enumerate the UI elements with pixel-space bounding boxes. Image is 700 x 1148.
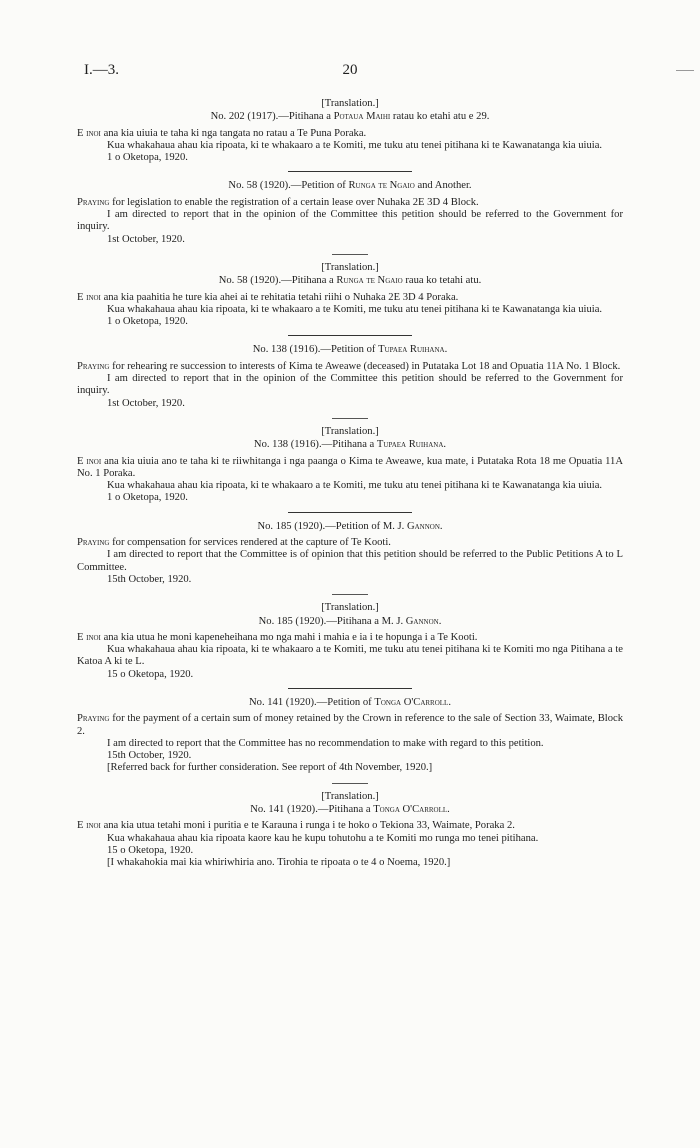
petition-entry bbox=[77, 262, 623, 328]
prayer-text bbox=[77, 197, 623, 209]
prayer-lead: Praying bbox=[77, 537, 110, 549]
margin-mark bbox=[676, 70, 694, 71]
prayer-lead: Praying bbox=[77, 713, 110, 725]
prayer-lead: E inoi bbox=[77, 455, 102, 467]
section-divider bbox=[332, 783, 368, 784]
petition-title bbox=[77, 521, 623, 533]
petition-title bbox=[77, 439, 623, 451]
section-divider bbox=[288, 512, 412, 513]
prayer-body: ana kia paahitia he ture kia ahei ai te rehitatia tetahi riihi o Nuhaka 2E 3D 4 Poraka. bbox=[103, 291, 459, 303]
committee-report: I am directed to report that in the opinion of the Committee this petition should be referred to the Government for inquiry. bbox=[77, 373, 623, 397]
committee-report: I am directed to report that the Committee is of opinion that this petition should be referred to the Public Petitions A to L Committee. bbox=[77, 549, 623, 573]
prayer-lead: E inoi bbox=[77, 291, 101, 303]
petition-number: No. 185 (1920).—Petition of bbox=[257, 520, 381, 532]
petition-entry bbox=[77, 426, 623, 505]
petitioner-name: Runga te Ngaio bbox=[336, 275, 403, 287]
petition-number: No. 202 (1917).—Pitihana a bbox=[210, 111, 331, 123]
petition-number: No. 141 (1920).—Pitihana a bbox=[250, 804, 371, 816]
prayer-text bbox=[77, 632, 623, 644]
report-date: 1st October, 1920. bbox=[107, 397, 185, 409]
committee-report: Kua whakahaua ahau kia ripoata, ki te whakaaro a te Komiti, me tuku atu tenei pitihana ki te Kawanatanga kia uiuia. bbox=[107, 480, 603, 492]
prayer-text bbox=[77, 537, 623, 549]
prayer-body: for rehearing re succession to interests of Kima te Aweawe (deceased) in Putataka Lot 18 and Opuatia 11A No. 1 Block. bbox=[112, 360, 621, 372]
section-divider bbox=[288, 335, 412, 336]
petition-entry bbox=[77, 98, 623, 164]
petition-number: No. 58 (1920).—Pitihana a bbox=[218, 275, 334, 287]
prayer-body: ana kia uiuia te taha ki nga tangata no ratau a Te Puna Poraka. bbox=[103, 127, 367, 139]
petition-title bbox=[77, 804, 623, 816]
petitioner-name: Tonga O'Carroll. bbox=[373, 804, 450, 816]
prayer-lead: E inoi bbox=[77, 631, 101, 643]
page-header bbox=[0, 64, 700, 84]
prayer-text bbox=[77, 128, 623, 140]
translation-label: [Translation.] bbox=[321, 261, 379, 273]
prayer-body: for legislation to enable the registration of a certain lease over Nuhaka 2E 3D 4 Block. bbox=[112, 196, 479, 208]
petition-title bbox=[77, 697, 623, 709]
petitioner-name: M. J. Gannon. bbox=[381, 615, 442, 627]
prayer-body: for the payment of a certain sum of money retained by the Crown in reference to the sale of Section 33, Waimate, Block 2. bbox=[77, 713, 623, 737]
section-divider bbox=[288, 171, 412, 172]
petition-title bbox=[77, 180, 623, 192]
prayer-body: ana kia uiuia ano te taha ki te riiwhitanga i nga paanga o Kima te Aweawe, kua mate, i Putataka Rota 18 me Opuatia 11A No. 1 Poraka. bbox=[77, 455, 623, 479]
petition-title bbox=[77, 275, 623, 287]
petitioner-name: Potaua Maihi bbox=[333, 111, 391, 123]
petition-title-rest: ratau ko etahi atu e 29. bbox=[392, 111, 490, 123]
section-divider bbox=[332, 254, 368, 255]
translation-label: [Translation.] bbox=[321, 602, 379, 614]
report-date: 1 o Oketopa, 1920. bbox=[107, 492, 188, 504]
committee-report: Kua whakahaua ahau kia ripoata, ki te whakaaro a te Komiti, me tuku atu tenei pitihana ki te Kawanatanga kia uiuia. bbox=[107, 303, 603, 315]
translation-label: [Translation.] bbox=[321, 98, 379, 109]
report-date: 15 o Oketopa, 1920. bbox=[107, 668, 194, 680]
petition-entry bbox=[77, 180, 623, 245]
report-date: 1 o Oketopa, 1920. bbox=[107, 316, 188, 328]
petitioner-name: Tupaea Ruihana. bbox=[378, 344, 448, 356]
petitioner-name: M. J. Gannon. bbox=[382, 520, 443, 532]
prayer-lead: Praying bbox=[77, 196, 110, 208]
section-divider bbox=[288, 688, 412, 689]
committee-report: Kua whakahaua ahau kia ripoata, ki te whakaaro a te Komiti, me tuku atu tenei pitihana ki te Komiti mo nga Pitihana a te Katoa A ki te L. bbox=[77, 644, 623, 668]
referral-note: [I whakahokia mai kia whiriwhiria ano. Tirohia te ripoata o te 4 o Noema, 1920.] bbox=[107, 857, 451, 869]
petition-entry bbox=[77, 791, 623, 870]
translation-label: [Translation.] bbox=[321, 790, 379, 802]
translation-label: [Translation.] bbox=[321, 425, 379, 437]
prayer-text bbox=[77, 713, 623, 738]
prayer-text bbox=[77, 820, 623, 832]
petition-number: No. 185 (1920).—Pitihana a bbox=[258, 615, 379, 627]
petition-title bbox=[77, 344, 623, 356]
parliamentary-paper-reference: I.—3. bbox=[84, 62, 119, 78]
prayer-lead: Praying bbox=[77, 360, 110, 372]
page-number: 20 bbox=[342, 62, 358, 78]
prayer-text bbox=[77, 456, 623, 481]
petition-entry bbox=[77, 602, 623, 681]
prayer-text bbox=[77, 361, 623, 373]
section-divider bbox=[332, 594, 368, 595]
prayer-body: ana kia utua tetahi moni i puritia e te Karauna i runga i te hoko o Tekiona 33, Waimate, Poraka 2. bbox=[103, 820, 515, 832]
section-divider bbox=[332, 418, 368, 419]
prayer-body: ana kia utua he moni kapeneheihana mo nga mahi i mahia e ia i te hopunga i a Te Kooti. bbox=[103, 631, 478, 643]
prayer-text bbox=[77, 292, 623, 304]
petition-title bbox=[77, 616, 623, 628]
petition-number: No. 138 (1916).—Petition of bbox=[252, 344, 376, 356]
report-date: 1st October, 1920. bbox=[107, 233, 185, 245]
committee-report: I am directed to report that the Committee has no recommendation to make with regard to this petition. bbox=[107, 737, 544, 749]
petition-title bbox=[77, 111, 623, 123]
petition-title-rest: raua ko tetahi atu. bbox=[405, 275, 482, 287]
prayer-body: for compensation for services rendered at the capture of Te Kooti. bbox=[112, 537, 391, 549]
petition-list bbox=[77, 98, 623, 870]
committee-report: Kua whakahaua ahau kia ripoata kaore kau he kupu tohutohu a te Komiti mo runga mo tenei pitihana. bbox=[107, 832, 539, 844]
petition-number: No. 58 (1920).—Petition of bbox=[228, 180, 346, 192]
committee-report: Kua whakahaua ahau kia ripoata, ki te whakaaro a te Komiti, me tuku atu tenei pitihana ki te Kawanatanga kia uiuia. bbox=[107, 139, 603, 151]
referral-note: [Referred back for further consideration. See report of 4th November, 1920.] bbox=[107, 762, 433, 774]
report-date: 15 o Oketopa, 1920. bbox=[107, 844, 194, 856]
report-date: 1 o Oketopa, 1920. bbox=[107, 152, 188, 164]
report-date: 15th October, 1920. bbox=[107, 750, 192, 762]
petition-number: No. 138 (1916).—Pitihana a bbox=[253, 439, 375, 451]
petition-title-rest: and Another. bbox=[417, 180, 472, 192]
prayer-lead: E inoi bbox=[77, 127, 101, 139]
petitioner-name: Tonga O'Carroll. bbox=[374, 696, 451, 708]
petitioner-name: Runga te Ngaio bbox=[348, 180, 415, 192]
report-date: 15th October, 1920. bbox=[107, 573, 192, 585]
petitioner-name: Tupaea Ruihana. bbox=[376, 439, 447, 451]
petition-entry bbox=[77, 697, 623, 775]
petition-entry bbox=[77, 521, 623, 586]
committee-report: I am directed to report that in the opinion of the Committee this petition should be referred to the Government for inquiry. bbox=[77, 209, 623, 233]
petition-number: No. 141 (1920).—Petition of bbox=[249, 696, 372, 708]
prayer-lead: E inoi bbox=[77, 820, 101, 832]
petition-entry bbox=[77, 344, 623, 409]
